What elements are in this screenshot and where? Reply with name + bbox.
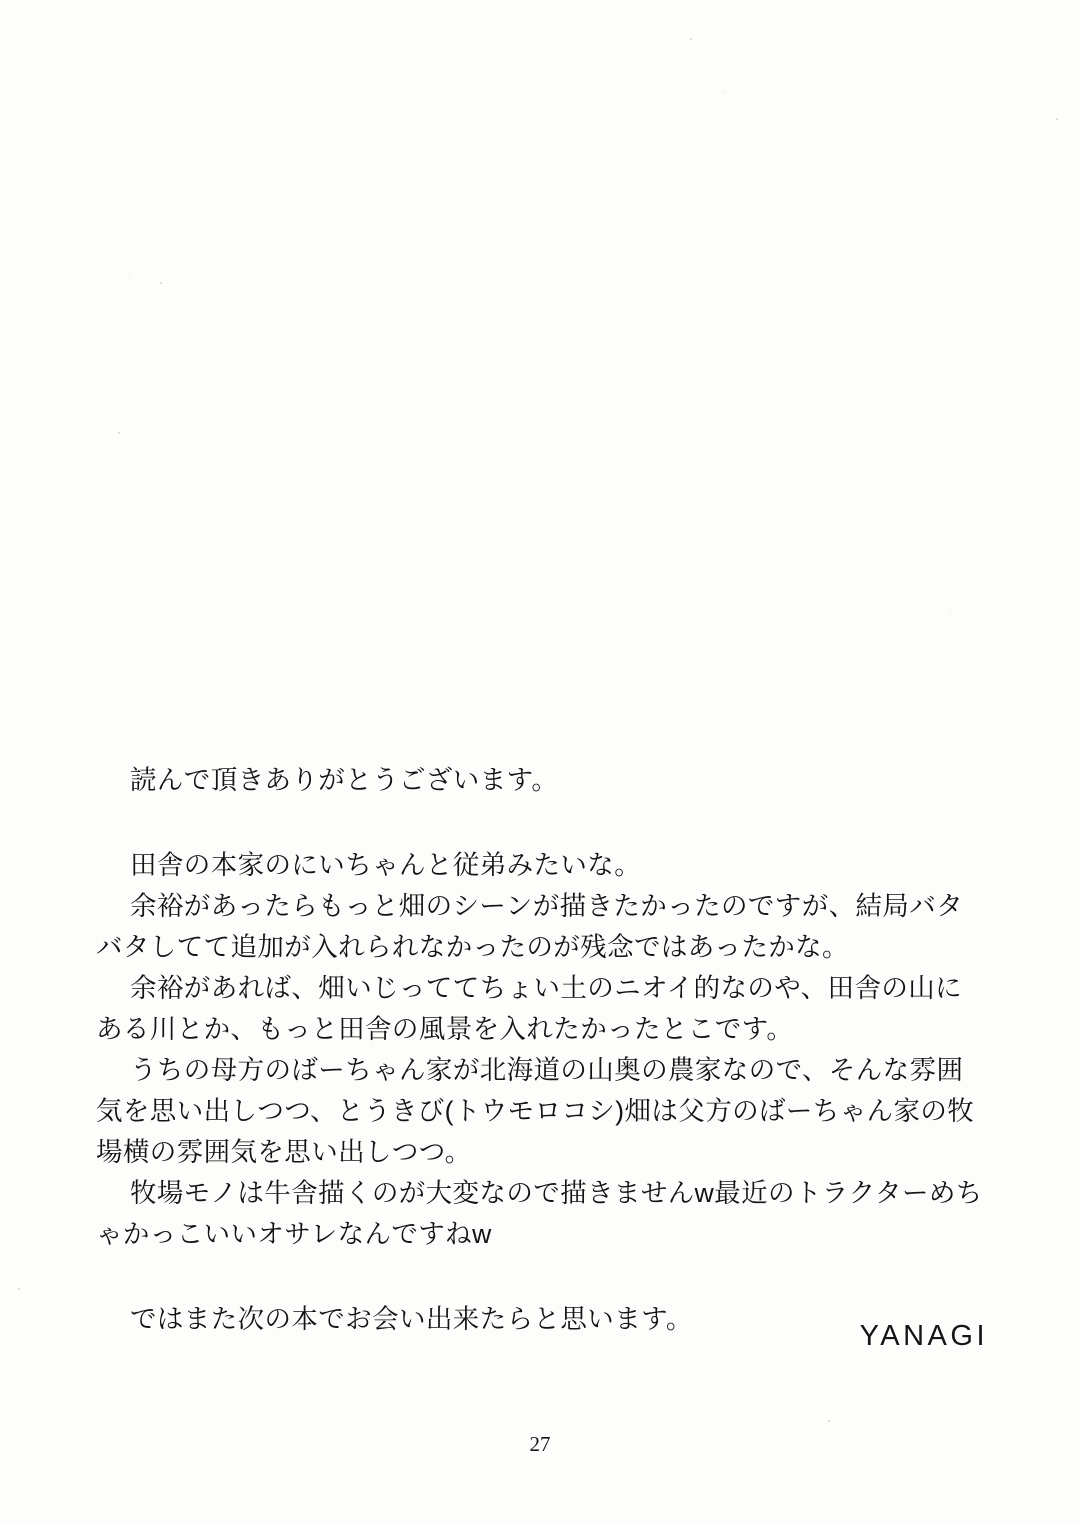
paper-speck: [118, 432, 120, 434]
paper-speck: [18, 1288, 20, 1290]
paper-speck: [160, 282, 162, 284]
author-signature: YANAGI: [859, 1320, 988, 1352]
afterword-paragraph-6: 牧場モノは牛舎描くのが大変なので描きませんw最近のトラクターめちゃかっこいいオサレなんですねw: [96, 1178, 983, 1249]
paper-speck: [828, 1420, 830, 1422]
afterword-paragraph-2: 田舎の本家のにいちゃんと従弟みたいな。: [130, 850, 642, 880]
afterword-text-block: [96, 760, 988, 1340]
afterword-paragraph-1: 読んで頂きありがとうございます。: [130, 765, 559, 795]
afterword-paragraph-5: うちの母方のばーちゃん家が北海道の山奥の農家なので、そんな雰囲気を思い出しつつ、とうきび(トウモロコシ)畑は父方のばーちゃん家の牧場横の雰囲気を思い出しつつ。: [96, 1055, 975, 1167]
afterword-paragraph-7: ではまた次の本でお会い出来たらと思います。: [130, 1304, 693, 1334]
paragraph-spacer: [96, 1255, 988, 1299]
paper-speck: [1056, 118, 1058, 120]
paragraph-spacer: [96, 801, 988, 845]
page-number: 27: [529, 1432, 551, 1456]
afterword-paragraph-3: 余裕があったらもっと畑のシーンが描きたかったのですが、結局バタバタしてて追加が入れられなかったのが残念ではあったかな。: [96, 891, 964, 962]
paper-speck: [690, 38, 692, 40]
afterword-paragraph-4: 余裕があれば、畑いじっててちょい土のニオイ的なのや、田舎の山にある川とか、もっと田舎の風景を入れたかったとこです。: [96, 973, 963, 1044]
